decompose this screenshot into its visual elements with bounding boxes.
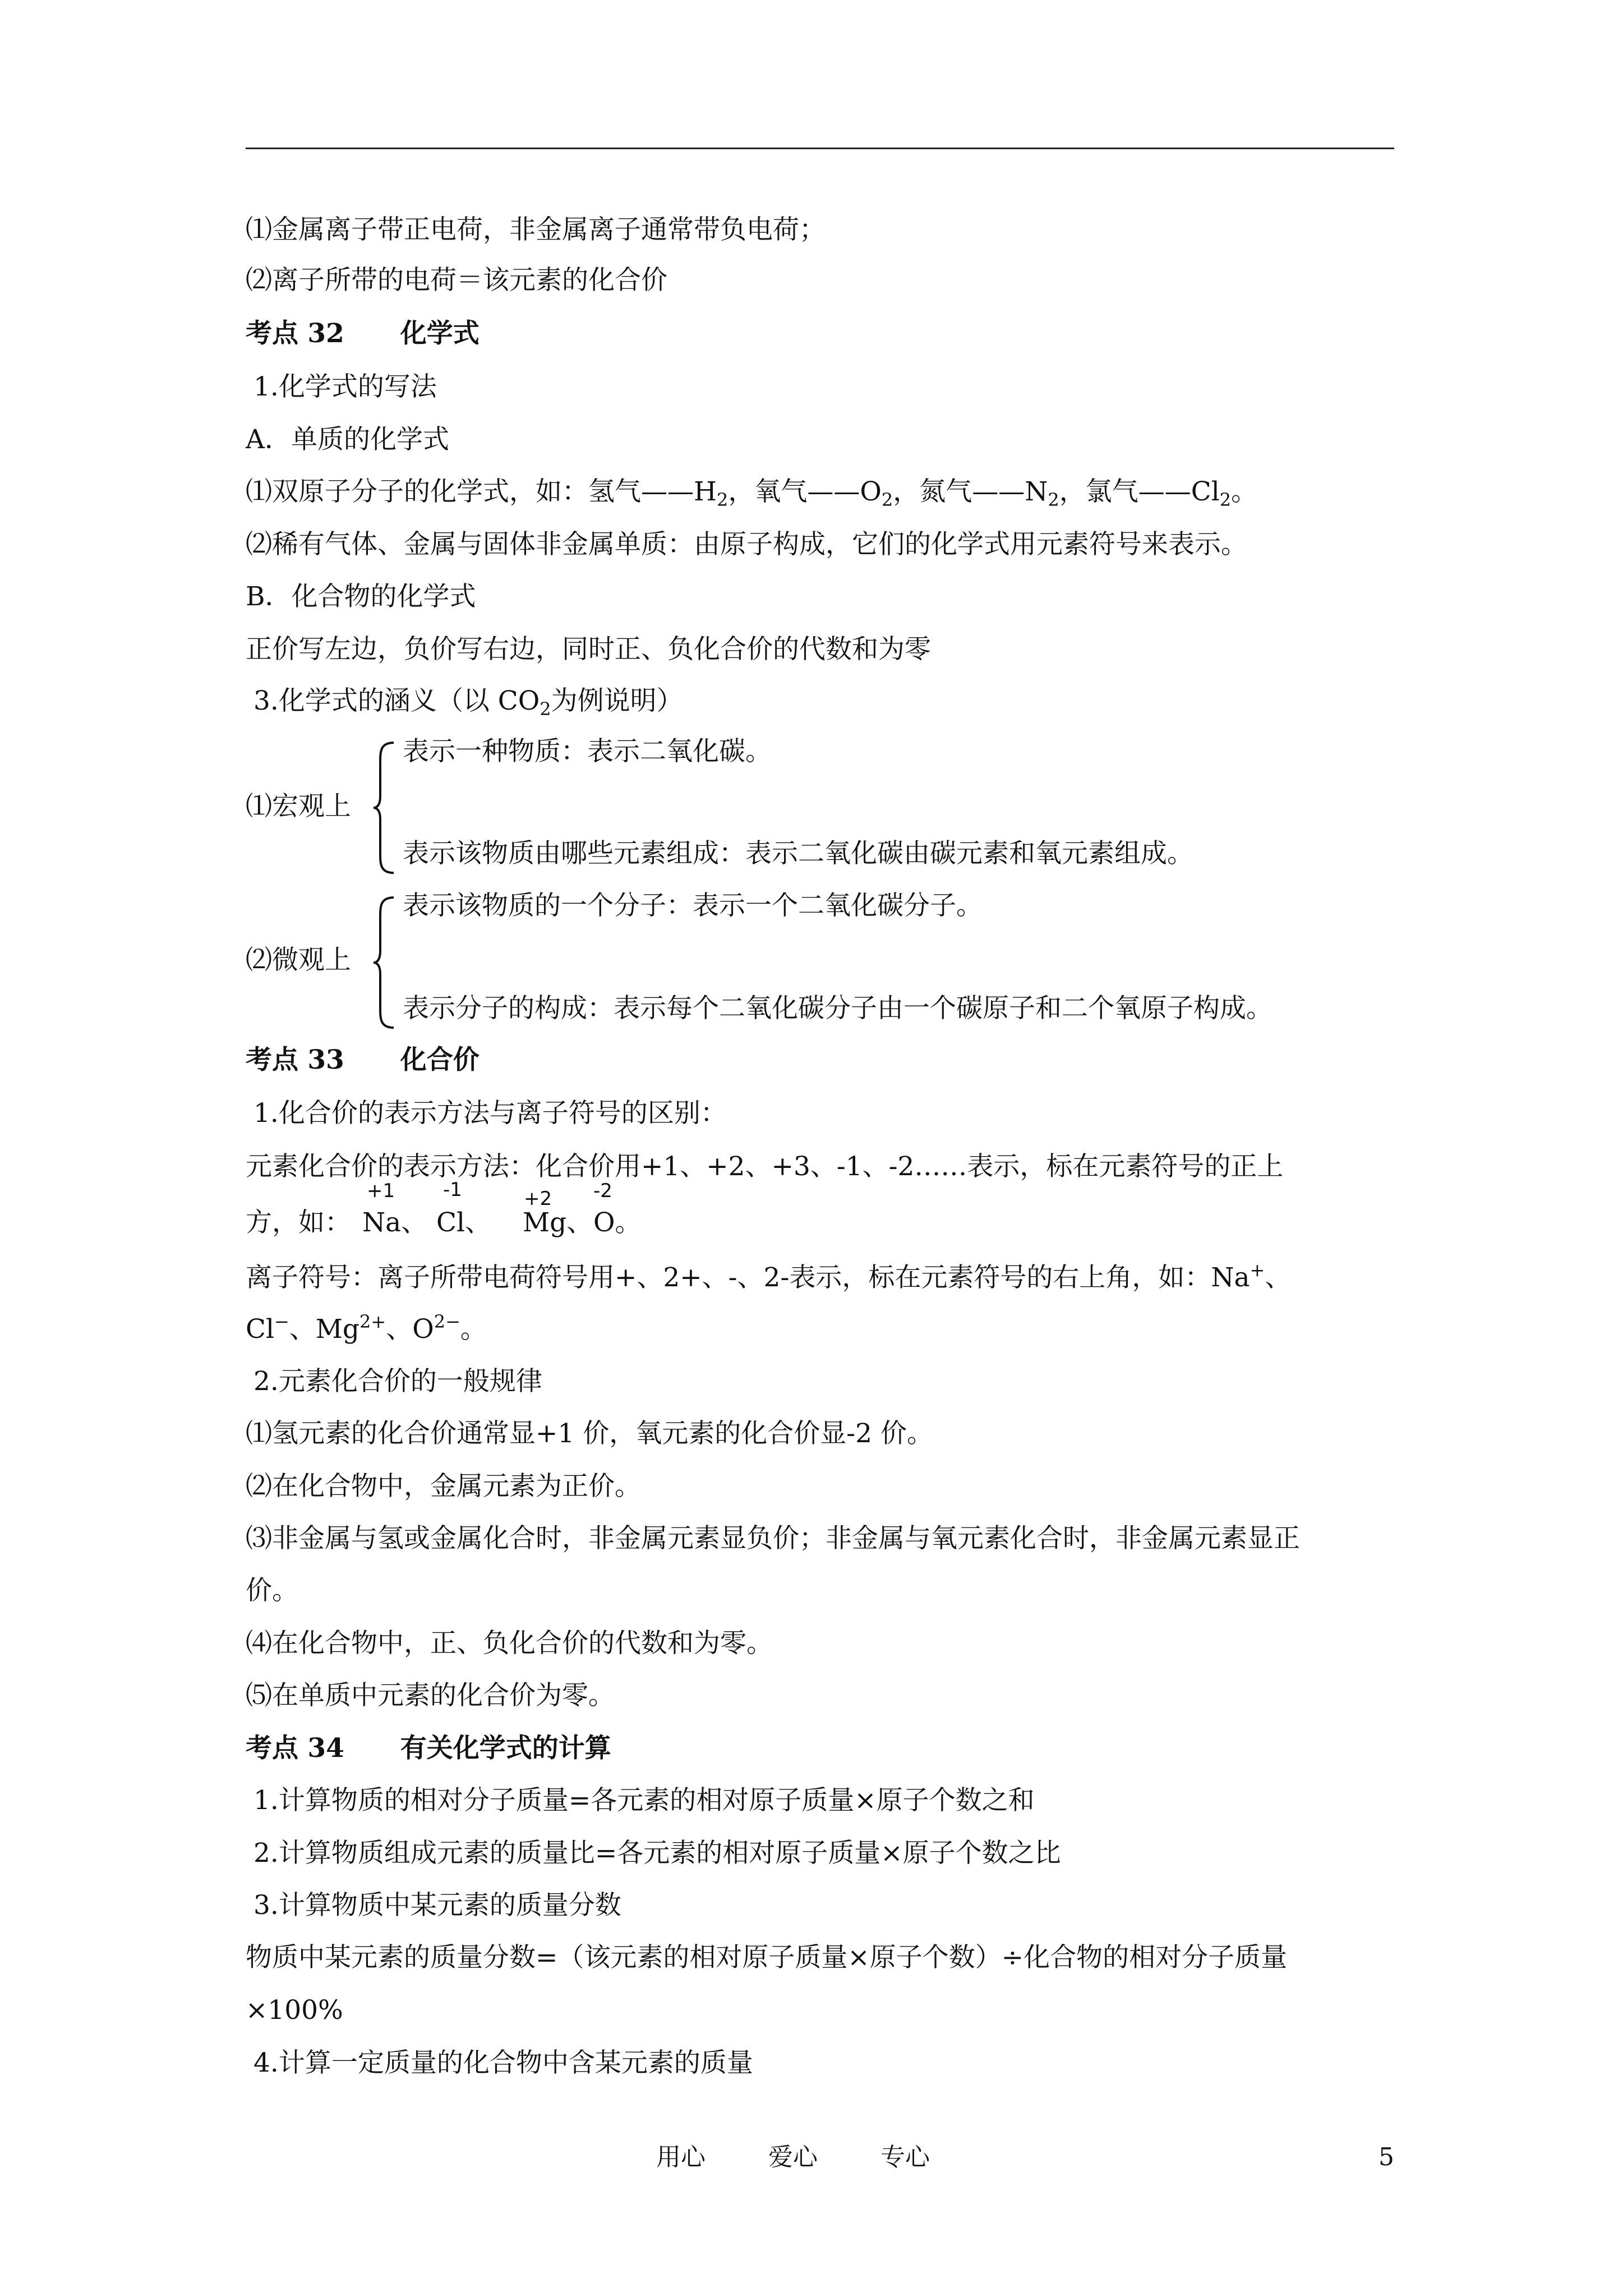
text-line: 1.化合价的表示方法与离子符号的区别：: [253, 1098, 727, 1129]
formula-examples-line: [246, 475, 1257, 509]
text-segment: 方，如：: [246, 1207, 351, 1238]
text-line: ⑴金属离子带正电荷，非金属离子通常带负电荷；: [246, 214, 826, 245]
valence-mg: +2: [524, 1188, 552, 1210]
footer-motto-2: 爱心: [768, 2143, 818, 2171]
text-line: 4.计算一定质量的化合物中含某元素的质量: [253, 2047, 753, 2078]
text-line: 正价写左边，负价写右边，同时正、负化合价的代数和为零: [246, 634, 931, 665]
text-segment: 。: [460, 1314, 487, 1345]
page-number: 5: [1378, 2143, 1394, 2171]
text-segment: 3.化学式的涵义（以 CO: [253, 685, 540, 716]
text-line: ⑷在化合物中，正、负化合价的代数和为零。: [246, 1628, 773, 1659]
section-heading-34: [246, 1732, 611, 1765]
superscript: 2−: [434, 1311, 460, 1332]
text-segment: 、O: [386, 1314, 434, 1345]
macro-item-1: 表示一种物质：表示二氧化碳。: [403, 736, 772, 767]
text-line: ⑴氢元素的化合价通常显+1 价，氧元素的化合价显-2 价。: [246, 1418, 933, 1449]
footer-motto-3: 专心: [880, 2143, 930, 2171]
micro-item-2: 表示分子的构成：表示每个二氧化碳分子由一个碳原子和二个氧原子构成。: [403, 993, 1272, 1024]
text-line: ⑸在单质中元素的化合价为零。: [246, 1680, 615, 1711]
text-line: [246, 1261, 1291, 1295]
text-segment: 。: [1231, 476, 1258, 507]
section-number: 考点 32: [246, 318, 344, 349]
text-line: ⑵离子所带的电荷＝该元素的化合价: [246, 265, 667, 296]
text-line: [253, 684, 683, 718]
text-segment: 离子符号：离子所带电荷符号用+、2+、-、2-表示，标在元素符号的右上角，如：Na: [246, 1262, 1250, 1293]
text-line: 元素化合价的表示方法：化合价用+1、+2、+3、-1、-2……表示，标在元素符号的正上: [246, 1151, 1284, 1182]
brace-icon: [372, 895, 395, 1030]
valence-o: -2: [593, 1180, 612, 1202]
micro-label: ⑵微观上: [246, 945, 351, 976]
text-line: 1.计算物质的相对分子质量=各元素的相对原子质量×原子个数之和: [253, 1785, 1035, 1816]
micro-item-1: 表示该物质的一个分子：表示一个二氧化碳分子。: [403, 890, 983, 921]
superscript: −: [274, 1311, 289, 1332]
section-number: 考点 34: [246, 1733, 344, 1764]
section-heading-33: [246, 1043, 479, 1077]
valence-na: +1: [367, 1180, 395, 1202]
text-line: 2.元素化合价的一般规律: [253, 1366, 542, 1397]
text-line: ×100%: [246, 1995, 343, 2026]
text-line: 1.化学式的写法: [253, 371, 437, 402]
subscript: 2: [881, 489, 893, 510]
text-segment: ⑴双原子分子的化学式，如：氢气——H: [246, 476, 717, 507]
text-segment: 、: [1265, 1262, 1292, 1293]
example-na: Na、: [362, 1207, 428, 1238]
example-o: O。: [593, 1207, 642, 1238]
text-line: 3.计算物质中某元素的质量分数: [253, 1890, 621, 1921]
text-segment: 、Mg: [289, 1314, 360, 1345]
subscript: 2: [1219, 489, 1232, 510]
text-segment: ，氯气——Cl: [1059, 476, 1220, 507]
text-segment: Cl: [246, 1314, 274, 1345]
text-line: A．单质的化学式: [246, 424, 449, 455]
macro-item-2: 表示该物质由哪些元素组成：表示二氧化碳由碳元素和氧元素组成。: [403, 838, 1193, 869]
section-number: 考点 33: [246, 1045, 344, 1075]
text-line: ⑵稀有气体、金属与固体非金属单质：由原子构成，它们的化学式用元素符号来表示。: [246, 529, 1247, 560]
subscript: 2: [540, 698, 551, 720]
subscript: 2: [717, 489, 728, 510]
valence-examples-line: [246, 1206, 351, 1240]
text-segment: ，氮气——N: [893, 476, 1048, 507]
text-segment: ，氧气——O: [728, 476, 882, 507]
section-title: 化学式: [400, 318, 479, 349]
text-segment: 为例说明）: [551, 685, 683, 716]
text-line: B．化合物的化学式: [246, 581, 476, 612]
valence-cl: -1: [443, 1179, 462, 1201]
example-mg: Mg、: [523, 1207, 593, 1238]
text-line: ⑵在化合物中，金属元素为正价。: [246, 1471, 641, 1502]
superscript: +: [1249, 1259, 1265, 1281]
superscript: 2+: [359, 1311, 386, 1332]
footer-motto-1: 用心: [656, 2143, 706, 2171]
text-line: 物质中某元素的质量分数=（该元素的相对原子质量×原子个数）÷化合物的相对分子质量: [246, 1942, 1288, 1973]
text-line: ⑶非金属与氢或金属化合时，非金属元素显负价；非金属与氧元素化合时，非金属元素显正: [246, 1523, 1300, 1554]
example-cl: Cl、: [436, 1207, 491, 1238]
section-heading-32: [246, 317, 479, 351]
text-line: 价。: [246, 1575, 298, 1606]
header-rule: [246, 148, 1394, 149]
brace-icon: [372, 740, 395, 875]
subscript: 2: [1048, 489, 1059, 510]
text-line: 2.计算物质组成元素的质量比=各元素的相对原子质量×原子个数之比: [253, 1838, 1061, 1869]
text-line: [246, 1313, 487, 1346]
macro-label: ⑴宏观上: [246, 791, 351, 822]
section-title: 有关化学式的计算: [400, 1733, 611, 1764]
section-title: 化合价: [400, 1045, 479, 1075]
